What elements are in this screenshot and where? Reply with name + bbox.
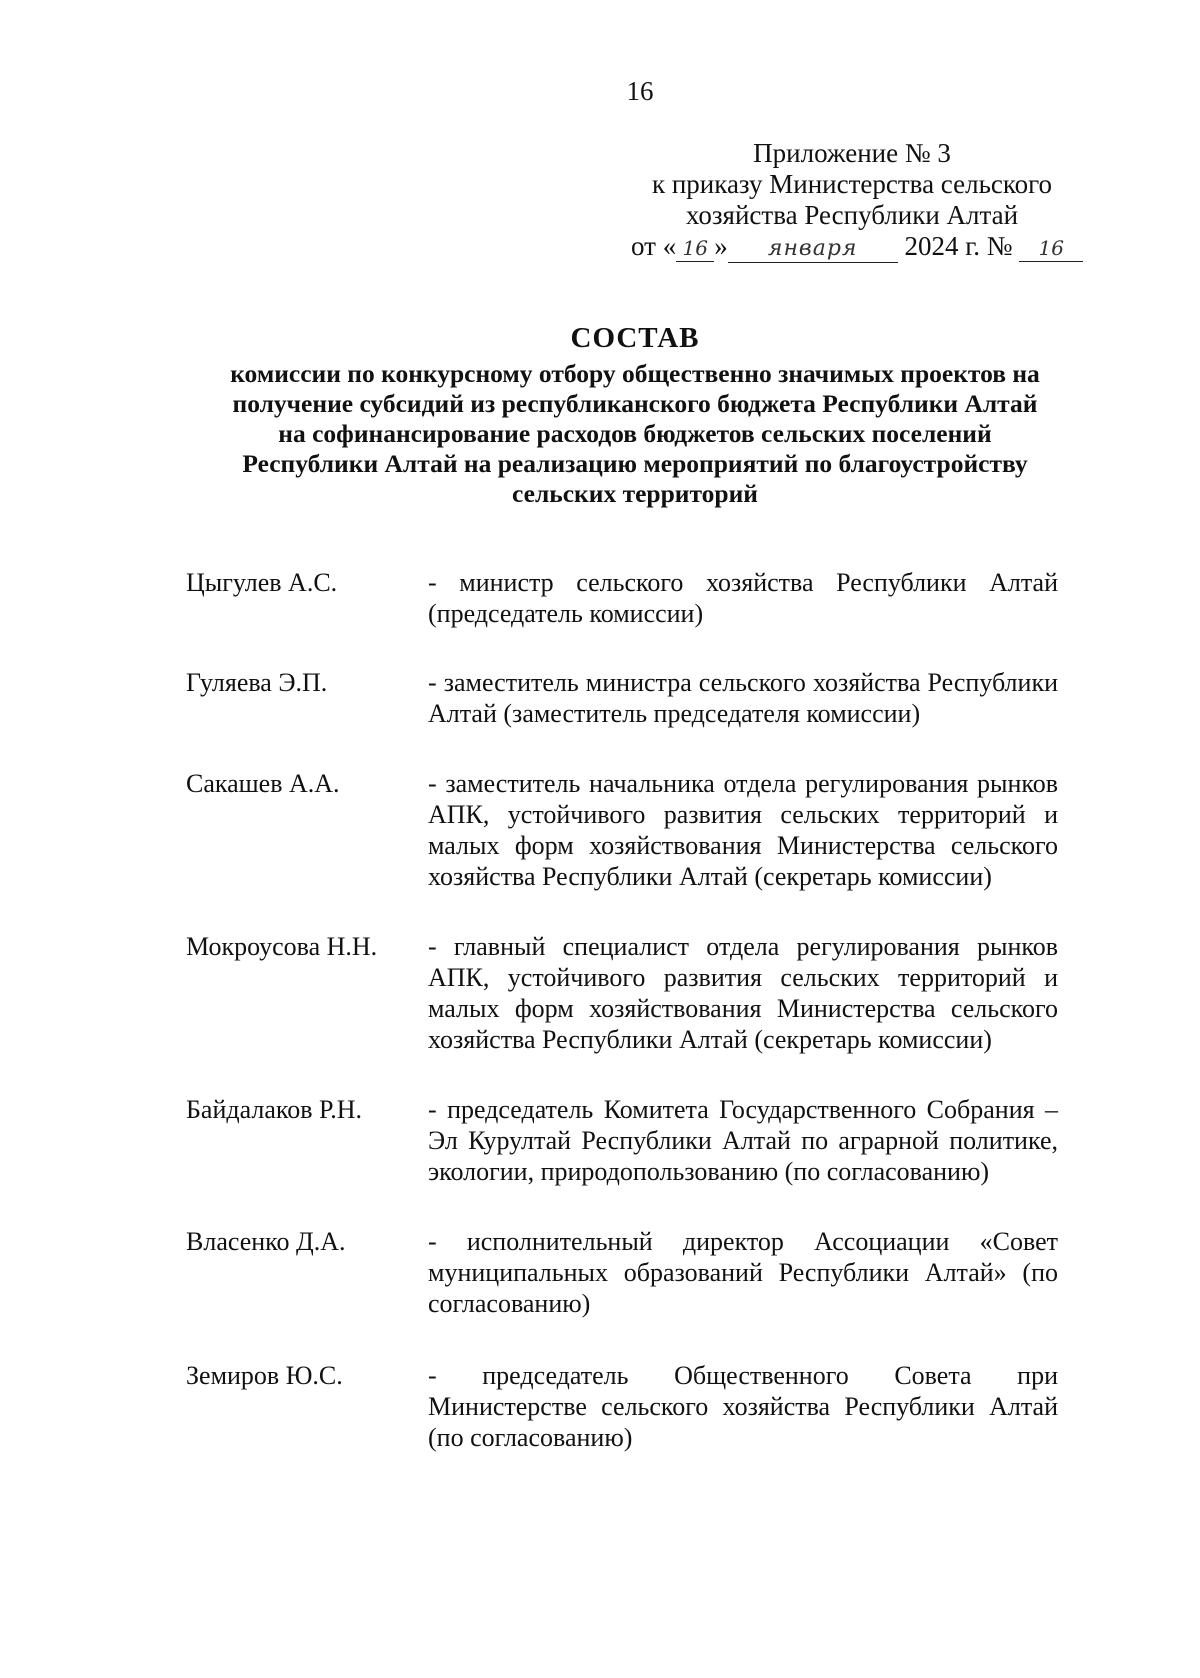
subtitle-line: на софинансирование расходов бюджетов сельских поселений	[278, 419, 992, 448]
order-date-line	[631, 230, 1083, 263]
member-role: - министр сельского хозяйства Республики Алтай (председатель комиссии)	[428, 568, 1058, 628]
member-row	[186, 768, 1058, 892]
page-number: 16	[626, 76, 654, 106]
member-row	[186, 1094, 1058, 1187]
member-row	[186, 1360, 1058, 1453]
member-role: - председатель Комитета Государственного Собрания – Эл Курултай Республики Алтай по аграрной политике, экологии, природопользованию (по согласованию)	[428, 1095, 1058, 1186]
date-prefix: от «	[631, 231, 677, 261]
date-month-handwritten: января	[728, 236, 898, 263]
member-name: Сакашев А.А.	[186, 769, 340, 798]
commission-members-list	[186, 567, 1058, 1453]
member-name: Власенко Д.А.	[186, 1227, 346, 1256]
subtitle-line: Республики Алтай на реализацию мероприятий по благоустройству	[242, 449, 1028, 478]
subtitle-line: получение субсидий из республиканского бюджета Республики Алтай	[232, 389, 1038, 418]
title-subtitle	[120, 359, 1150, 509]
member-role: - заместитель начальника отдела регулирования рынков АПК, устойчивого развития сельских территорий и малых форм хозяйствования Министерства сельского хозяйства Республики Алтай (секретарь комиссии)	[428, 769, 1058, 891]
member-role: - заместитель министра сельского хозяйства Республики Алтай (заместитель председателя комиссии)	[428, 668, 1058, 728]
member-row	[186, 931, 1058, 1055]
subtitle-line: комиссии по конкурсному отбору общественно значимых проектов на	[230, 359, 1040, 388]
date-close-quote: »	[714, 231, 728, 261]
subtitle-line: сельских территорий	[512, 479, 758, 508]
member-name: Гуляева Э.П.	[186, 668, 328, 697]
member-name: Земиров Ю.С.	[186, 1361, 343, 1390]
order-number-handwritten: 16	[1019, 235, 1083, 262]
member-row	[186, 1226, 1058, 1319]
appendix-header	[632, 138, 1072, 231]
date-day-handwritten: 16	[676, 235, 714, 262]
title-main: СОСТАВ	[570, 322, 700, 354]
appendix-ministry: хозяйства Республики Алтай	[685, 200, 1019, 230]
member-role: - главный специалист отдела регулирования рынков АПК, устойчивого развития сельских территорий и малых форм хозяйствования Министерства сельского хозяйства Республики Алтай (секретарь комиссии)	[428, 932, 1058, 1054]
member-name: Байдалаков Р.Н.	[186, 1095, 362, 1124]
member-row	[186, 567, 1058, 629]
date-year-number-label: 2024 г. №	[904, 231, 1013, 261]
document-title	[120, 322, 1150, 509]
member-role: - председатель Общественного Совета при Министерстве сельского хозяйства Республики Алтай (по согласованию)	[428, 1361, 1058, 1452]
member-row	[186, 667, 1058, 729]
member-role: - исполнительный директор Ассоциации «Совет муниципальных образований Республики Алтай» (по согласованию)	[428, 1227, 1058, 1318]
member-name: Мокроусова Н.Н.	[186, 932, 378, 961]
member-name: Цыгулев А.С.	[186, 568, 338, 597]
appendix-order-ref: к приказу Министерства сельского	[651, 169, 1053, 199]
appendix-number: Приложение № 3	[753, 138, 951, 168]
